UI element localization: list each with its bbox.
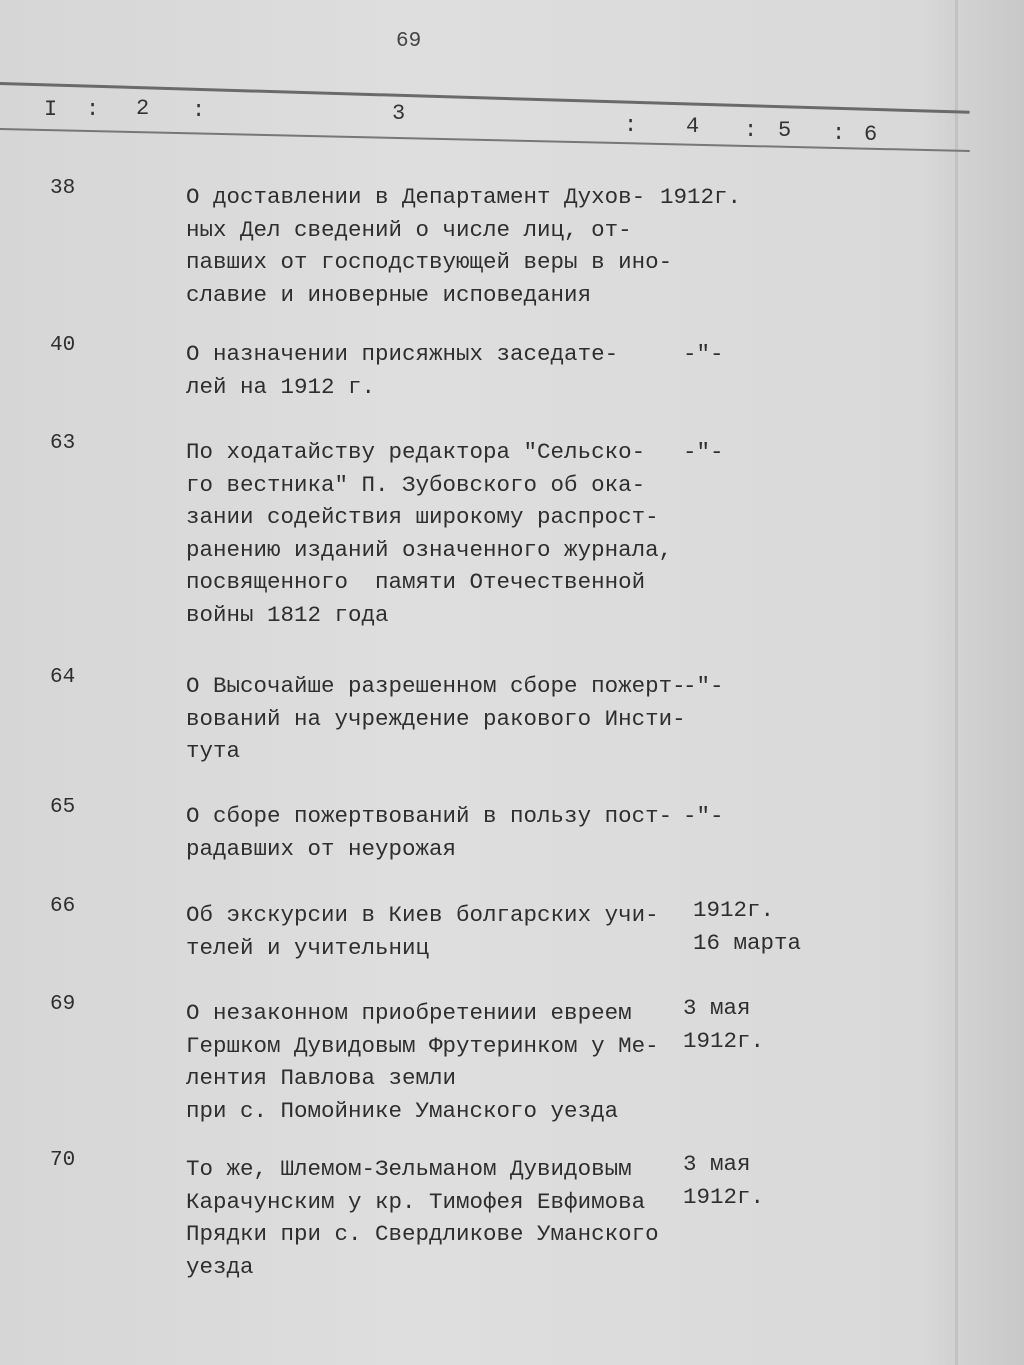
entry-date: 16 марта: [693, 929, 802, 956]
column-separator: :: [624, 113, 638, 138]
entry-title-line: телей и учительниц: [186, 934, 430, 961]
entry-title-line: радавших от неурожая: [186, 835, 457, 862]
entry-number: 38: [50, 177, 76, 200]
page-number: 69: [396, 30, 422, 53]
entry-date: -"-: [683, 673, 724, 699]
entry-number: 66: [50, 895, 76, 918]
entry-date: 3 мая: [683, 995, 751, 1021]
entry-date: 1912г.: [693, 897, 775, 923]
column-separator: :: [744, 118, 758, 143]
entry-title-line: ранению изданий означенного журнала,: [186, 536, 673, 563]
entry-date: 1912г.: [683, 1183, 765, 1210]
entry-title-line: тута: [186, 738, 241, 764]
entry-title-line: славие и иноверные исповедания: [186, 281, 592, 308]
entry-date: 1912г.: [683, 1027, 765, 1054]
entry-title-line: О сборе пожертвований в пользу пост-: [186, 803, 673, 829]
entry-date: -"-: [683, 341, 724, 367]
column-separator: :: [86, 97, 100, 122]
entry-title-line: зании содействия широкому распрост-: [186, 504, 659, 530]
entry-title-line: лентия Павлова земли: [186, 1065, 457, 1091]
column-4-header: 4: [686, 114, 700, 139]
entry-title-line: войны 1812 года: [186, 601, 389, 628]
entry-title-line: То же, Шлемом-Зельманом Дувидовым: [186, 1156, 632, 1182]
entry-title-line: го вестника" П. Зубовского об ока-: [186, 471, 646, 498]
entry-number: 40: [50, 334, 76, 357]
entry-title-line: О доставлении в Департамент Духов-: [186, 184, 646, 210]
column-separator: :: [832, 121, 846, 146]
header-rule-bottom: [0, 128, 970, 152]
column-1-header: I: [44, 97, 58, 122]
entry-date: -"-: [683, 803, 724, 829]
column-separator: :: [192, 98, 206, 123]
entry-number: 63: [50, 432, 76, 455]
entry-date: 1912г.: [660, 184, 742, 210]
column-2-header: 2: [136, 96, 150, 121]
entry-title-line: при с. Помойнике Уманского уезда: [186, 1097, 619, 1124]
entry-title-line: лей на 1912 г.: [186, 373, 376, 400]
entry-number: 65: [50, 796, 76, 819]
entry-title-line: посвященного памяти Отечественной: [186, 569, 646, 595]
entry-title-line: уезда: [186, 1253, 254, 1280]
entry-title-line: Об экскурсии в Киев болгарских учи-: [186, 902, 659, 928]
entry-title-line: Гершком Дувидовым Фрутеринком у Ме-: [186, 1032, 659, 1059]
entry-title-line: Прядки при с. Свердликове Уманского: [186, 1221, 659, 1247]
entry-date: 3 мая: [683, 1151, 751, 1177]
entry-date: -"-: [683, 439, 724, 465]
entry-title-line: О незаконном приобретениии евреем: [186, 1000, 632, 1026]
entry-number: 69: [50, 993, 76, 1016]
column-5-header: 5: [778, 118, 792, 143]
entry-number: 64: [50, 666, 76, 689]
entry-title-line: павших от господствующей веры в ино-: [186, 249, 673, 275]
entry-number: 70: [50, 1149, 76, 1172]
entry-title-line: ных Дел сведений о числе лиц, от-: [186, 216, 632, 243]
entry-title-line: вований на учреждение ракового Инсти-: [186, 705, 686, 732]
column-3-header: 3: [392, 101, 406, 126]
column-6-header: 6: [864, 122, 878, 147]
entry-title-line: О назначении присяжных заседате-: [186, 341, 619, 367]
entry-title-line: По ходатайству редактора "Сельско-: [186, 439, 646, 465]
entry-title-line: О Высочайше разрешенном сборе пожерт-: [186, 673, 686, 699]
adjacent-page-edge: [958, 0, 1024, 1365]
page-edge: [955, 0, 958, 1365]
entry-title-line: Карачунским у кр. Тимофея Евфимова: [186, 1188, 646, 1215]
